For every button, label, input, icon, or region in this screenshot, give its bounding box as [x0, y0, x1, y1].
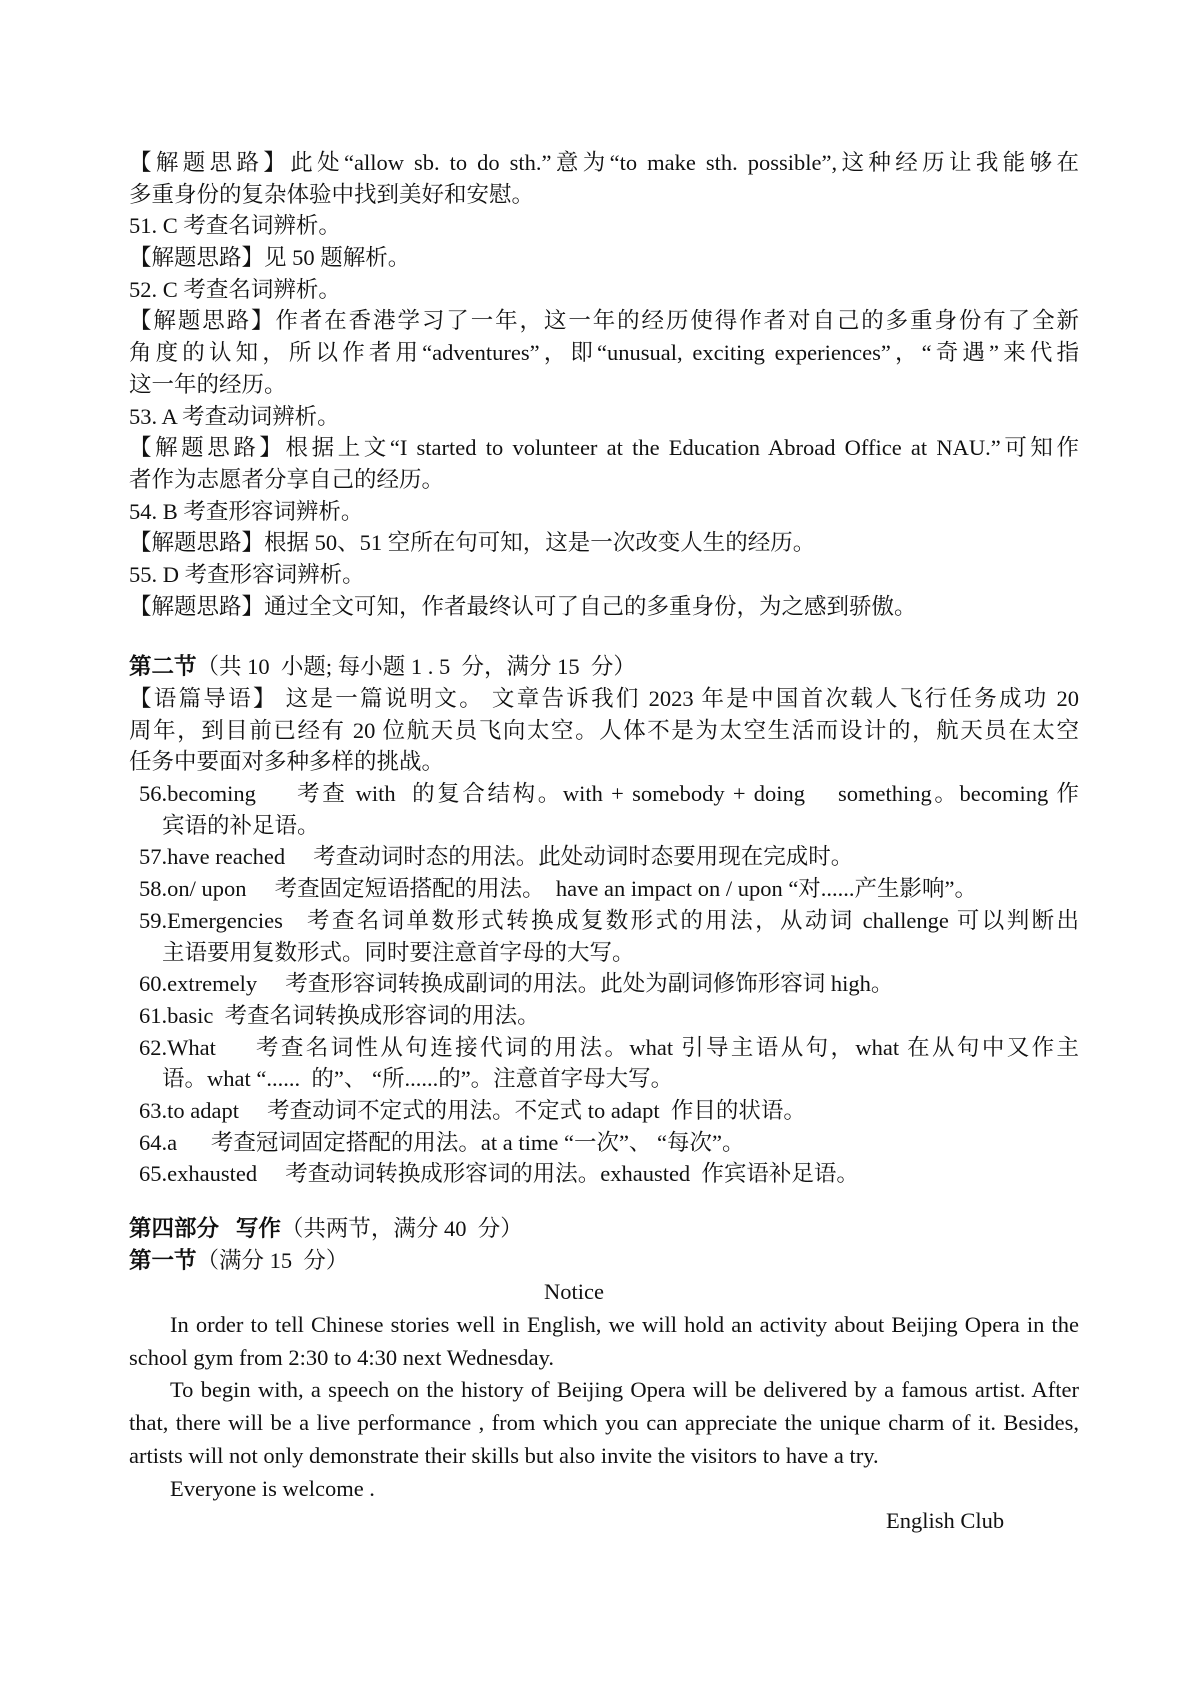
- answer-item-continued: 语。what “...... 的”、 “所......的”。注意首字母大写。: [162, 1066, 674, 1092]
- answer-item: 62.What 考查名词性从句连接代词的用法。what 引导主语从句，what 在从句中又作主: [139, 1034, 1079, 1060]
- notice-line: that, there will be a live performance , from which you can appreciate the unique charm of it. Besides,: [129, 1410, 1079, 1436]
- part4-heading: [129, 1213, 1079, 1245]
- intro-line: 任务中要面对多种多样的挑战。: [129, 749, 445, 775]
- part4: [129, 1213, 1079, 1538]
- answer-line: 52. C 考查名词辨析。: [129, 276, 341, 302]
- notice-line: To begin with, a speech on the history of Beijing Opera will be delivered by a famous artist. After: [170, 1377, 1079, 1403]
- answer-item-continued: 主语要用复数形式。同时要注意首字母的大写。: [162, 939, 635, 965]
- answer-item: 60.extremely 考查形容词转换成副词的用法。此处为副词修饰形容词 high。: [139, 971, 894, 997]
- section2-heading: [129, 651, 1079, 683]
- section2: [129, 651, 1079, 1190]
- analysis-line: 者作为志愿者分享自己的经历。: [129, 466, 445, 492]
- analysis-line: 【解题思路】根据上文“I started to volunteer at the Education Abroad Office at NAU.”可知作: [129, 435, 1079, 461]
- notice-line: Everyone is welcome .: [170, 1475, 375, 1501]
- section2-heading-bold: 第二节: [129, 654, 197, 680]
- document-page: [129, 147, 1079, 1538]
- notice-line: artists will not only demonstrate their skills but also invite the visitors to have a try.: [129, 1442, 879, 1468]
- analysis-line: 【解题思路】通过全文可知，作者最终认可了自己的多重身份，为之感到骄傲。: [129, 593, 917, 619]
- answer-line: 55. D 考查形容词辨析。: [129, 561, 365, 587]
- analysis-line: 【解题思路】见 50 题解析。: [129, 245, 411, 271]
- section2-heading-rest: （共 10 小题; 每小题 1 . 5 分，满分 15 分）: [196, 654, 636, 680]
- notice-line: school gym from 2:30 to 4:30 next Wednesday.: [129, 1344, 555, 1370]
- analysis-line: 这一年的经历。: [129, 371, 287, 397]
- answer-item: 64.a 考查冠词固定搭配的用法。at a time “一次”、 “每次”。: [139, 1129, 745, 1155]
- analysis-line: 【解题思路】此处“allow sb. to do sth.”意为“to make sth. possible”,这种经历让我能够在: [129, 150, 1079, 175]
- analysis-line: 角度的认知，所以作者用“adventures”，即“unusual, exciting experiences”，“奇遇”来代指: [129, 340, 1079, 366]
- intro-line: 【语篇导语】 这是一篇说明文。 文章告诉我们 2023 年是中国首次载人飞行任务成功 20: [129, 686, 1079, 711]
- section1-heading-rest: （满分 15 分）: [196, 1247, 349, 1273]
- answer-item-continued: 宾语的补足语。: [162, 812, 320, 838]
- answer-item: 59.Emergencies 考查名词单数形式转换成复数形式的用法，从动词 challenge 可以判断出: [139, 907, 1079, 933]
- part3-analysis: [129, 147, 1079, 622]
- answer-item: 61.basic 考查名词转换成形容词的用法。: [139, 1002, 540, 1028]
- analysis-line: 【解题思路】根据 50、51 空所在句可知，这是一次改变人生的经历。: [129, 530, 816, 556]
- answer-item: 65.exhausted 考查动词转换成形容词的用法。exhausted 作宾语补足语。: [139, 1161, 859, 1187]
- part4-section1-heading: [129, 1245, 1079, 1277]
- notice-line: In order to tell Chinese stories well in English, we will hold an activity about Beijing Opera in the: [170, 1312, 1079, 1338]
- analysis-line: 多重身份的复杂体验中找到美好和安慰。: [129, 181, 535, 207]
- answer-line: 54. B 考查形容词辨析。: [129, 498, 364, 524]
- answer-item: 57.have reached 考查动词时态的用法。此处动词时态要用现在完成时。: [139, 844, 854, 870]
- intro-line: 周年，到目前已经有 20 位航天员飞向太空。人体不是为太空生活而设计的，航天员在太空: [129, 717, 1079, 743]
- section1-heading-bold: 第一节: [129, 1247, 197, 1273]
- part4-heading-bold: 第四部分 写作: [129, 1216, 281, 1241]
- answer-item: 63.to adapt 考查动词不定式的用法。不定式 to adapt 作目的状语。: [139, 1097, 806, 1123]
- part4-heading-rest: （共两节，满分 40 分）: [280, 1216, 523, 1241]
- answer-item: 56.becoming 考查 with 的复合结构。with + somebody + doing something。becoming 作: [139, 781, 1079, 807]
- answer-item: 58.on/ upon 考查固定短语搭配的用法。 have an impact on / upon “对......产生影响”。: [139, 876, 978, 902]
- notice-essay: [129, 1276, 1079, 1538]
- answer-line: 51. C 考查名词辨析。: [129, 213, 341, 239]
- notice-title: Notice: [544, 1279, 604, 1305]
- answer-line: 53. A 考查动词辨析。: [129, 403, 340, 429]
- notice-signature: English Club: [886, 1508, 1005, 1534]
- analysis-line: 【解题思路】作者在香港学习了一年，这一年的经历使得作者对自己的多重身份有了全新: [129, 308, 1079, 334]
